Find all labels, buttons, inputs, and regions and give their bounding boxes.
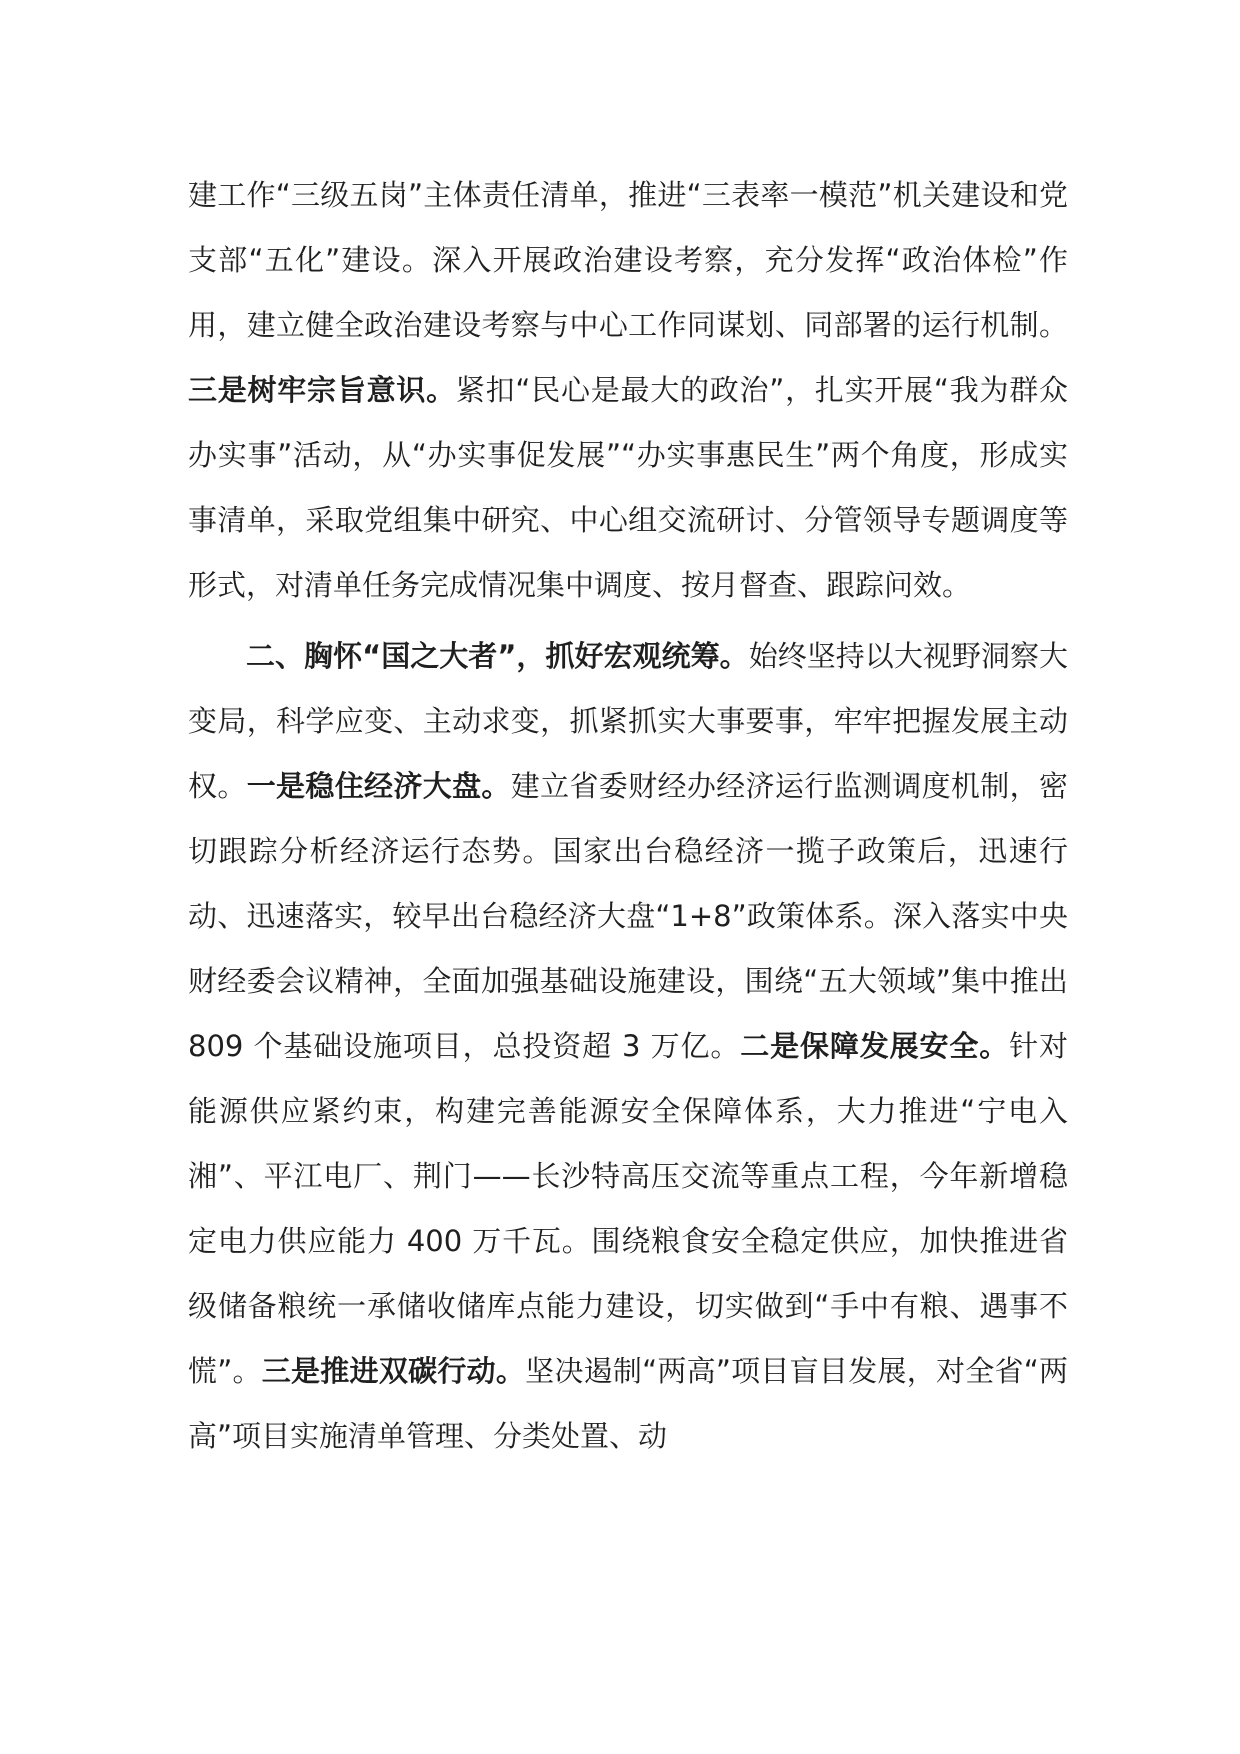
bold-heading-segment: 三是树牢宗旨意识。 [188, 373, 456, 407]
text-segment: 紧扣“民心是最大的政治”，扎实开展“我为群众办实事”活动，从“办实事促发展”“办实事惠民生”两个角度，形成实事清单，采取党组集中研究、中心组交流研讨、分管领导专题调度等形式，对清单任务完成情况集中调度、按月督查、跟踪问效。 [188, 373, 1068, 602]
text-segment: 建立省委财经办经济运行监测调度机制，密切跟踪分析经济运行态势。国家出台稳经济一揽子政策后，迅速行动、迅速落实，较早出台稳经济大盘“1+8”政策体系。深入落实中央财经委会议精神，全面加强基础设施建设，围绕“五大领域”集中推出 809 个基础设施项目，总投资超 3 万亿。 [188, 769, 1068, 1063]
section-heading: 二、胸怀“国之大者”，抓好宏观统筹。 [246, 639, 749, 673]
bold-heading-segment: 一是稳住经济大盘。 [246, 769, 511, 803]
document-body [188, 163, 1068, 1469]
text-segment: 坚决遏制“两高”项目盲目发展，对全省“两高”项目实施清单管理、分类处置、动 [188, 1354, 1068, 1453]
paragraph-continuation [188, 163, 1068, 618]
text-segment: 始终坚持以大视野洞察大变局，科学应变、主动求变，抓紧抓实大事要事，牢牢把握发展主动权。 [188, 639, 1068, 803]
text-segment: 建工作“三级五岗”主体责任清单，推进“三表率一模范”机关建设和党支部“五化”建设。深入开展政治建设考察，充分发挥“政治体检”作用，建立健全政治建设考察与中心工作同谋划、同部署的运行机制。 [188, 178, 1068, 342]
paragraph-section-two [188, 624, 1068, 1469]
text-segment: 针对能源供应紧约束，构建完善能源安全保障体系，大力推进“宁电入湘”、平江电厂、荆门——长沙特高压交流等重点工程，今年新增稳定电力供应能力 400 万千瓦。围绕粮食安全稳定供应，加快推进省级储备粮统一承储收储库点能力建设，切实做到“手中有粮、遇事不慌”。 [188, 1029, 1068, 1388]
bold-heading-segment: 三是推进双碳行动。 [261, 1354, 526, 1388]
bold-heading-segment: 二是保障发展安全。 [740, 1029, 1010, 1063]
